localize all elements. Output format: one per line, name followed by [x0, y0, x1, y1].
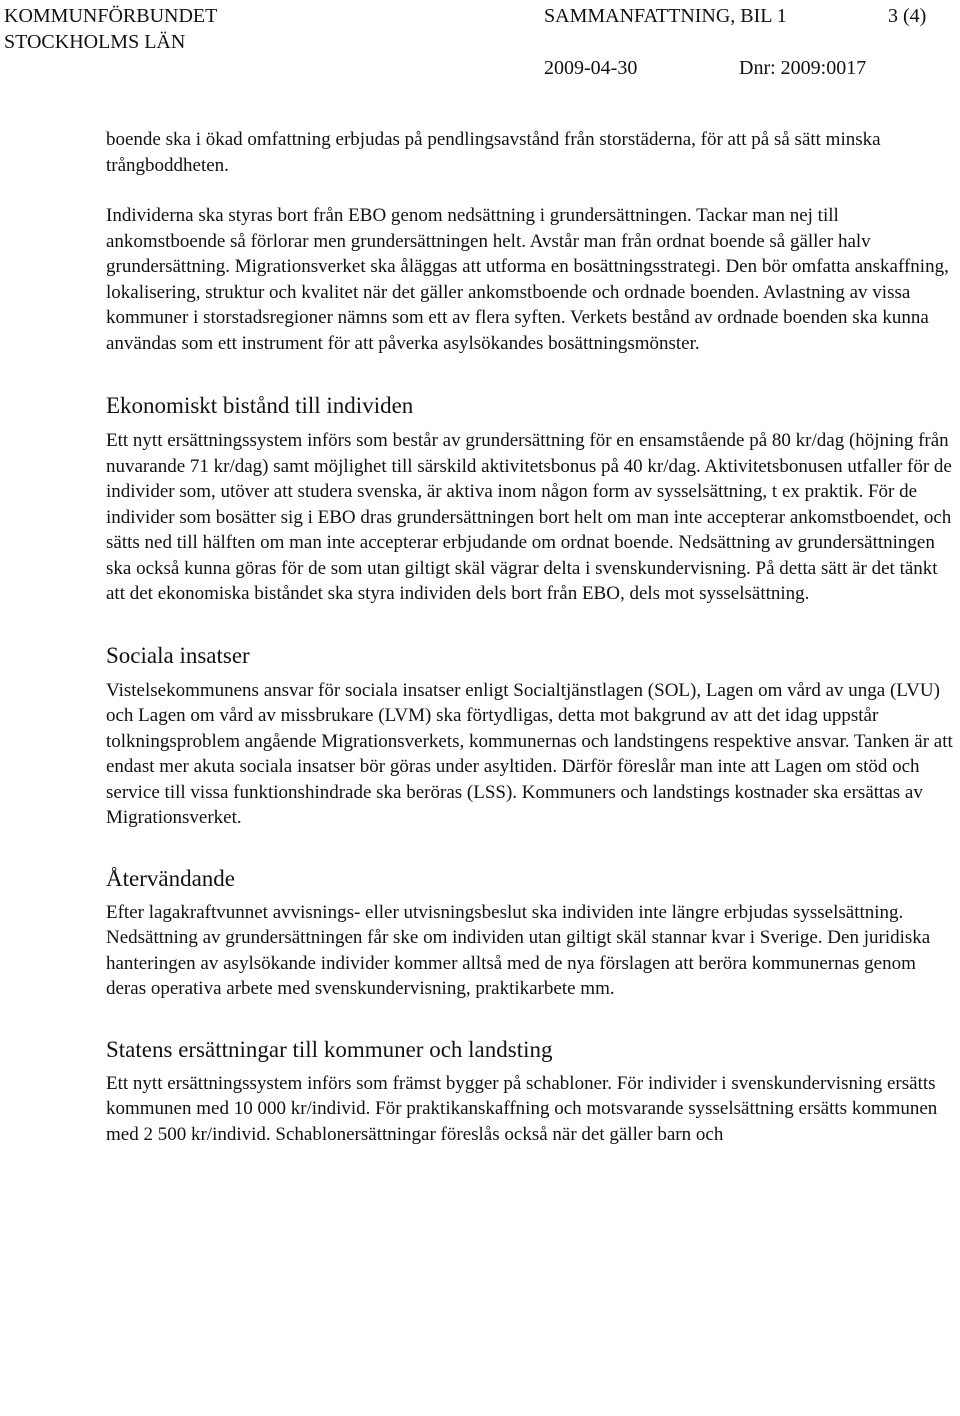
- section-text: Ett nytt ersättningssystem införs som består av grundersättning för en ensamstående på 80 kr/dag (höjning från nuvarande 71 kr/dag) samt möjlighet till särskild aktivitetsbonus på 40 kr/dag. Aktivitetsbonusen utfaller för de individer som, utöver att studera svenska, är aktiva inom någon form av sysselsättning, t ex praktik. För de individer som bosätter sig i EBO dras grundersättningen bort helt om man inte accepterar ankomstboendet, och sätts ned till hälften om man inte accepterar erbjudande om ordnat boende. Nedsättning av grundersättningen ska också kunna göras för de som utan giltigt skäl vägrar delta i svenskundervisning. På detta sätt är det tänkt att det ekonomiska biståndet ska styra individen dels bort från EBO, dels mot sysselsättning.: [106, 430, 952, 604]
- organization-name-line1: KOMMUNFÖRBUNDET: [4, 5, 218, 27]
- section-return: [106, 865, 954, 1002]
- section-text: Efter lagakraftvunnet avvisnings- eller utvisningsbeslut ska individen inte längre erbjudas sysselsättning. Nedsättning av grundersättningen får ske om individen utan giltigt skäl stannar kvar i Sverige. Den juridiska hanteringen av asylsökande individer kommer alltså med de nya förslagen att beröra kommunernas genom deras operativa arbete med svenskundervisning, praktikarbete mm.: [106, 901, 931, 999]
- ebo-paragraph: Individerna ska styras bort från EBO genom nedsättning i grundersättningen. Tackar man nej till ankomstboende så förlorar men grundersättningen helt. Avstår man från ordnat boende så gäller halv grundersättning. Migrationsverket ska åläggas att utforma en bosättningsstrategi. Den bör omfatta anskaffning, lokalisering, struktur och kvalitet när det gäller ankomstboende och ordnade boenden. Avlastning av vissa kommuner i storstadsregioner nämns som ett av flera syften. Verkets bestånd av ordnade boenden ska kunna användas som ett instrument för att påverka asylsökandes bosättningsmönster.: [106, 205, 949, 354]
- section-economic-aid: [106, 392, 954, 607]
- document-body: [106, 127, 954, 1147]
- intro-paragraph: boende ska i ökad omfattning erbjudas på pendlingsavstånd från storstäderna, för att på så sätt minska trångboddheten.: [106, 129, 881, 176]
- section-heading: Statens ersättningar till kommuner och landsting: [106, 1036, 553, 1062]
- section-text: Ett nytt ersättningssystem införs som främst bygger på schabloner. För individer i svenskundervisning ersätts kommunen med 10 000 kr/individ. För praktikanskaffning och motsvarande sysselsättning ersätts kommunen med 2 500 kr/individ. Schablonersättningar föreslås också när det gäller barn och: [106, 1072, 938, 1145]
- page-number: 3 (4): [888, 5, 927, 27]
- paragraph-gap: [106, 178, 954, 203]
- section-heading: Sociala insatser: [106, 642, 250, 668]
- document-type: SAMMANFATTNING, BIL 1: [544, 5, 787, 27]
- section-heading: Ekonomiskt bistånd till individen: [106, 393, 414, 418]
- organization-name-line2: STOCKHOLMS LÄN: [4, 31, 186, 53]
- document-reference-number: Dnr: 2009:0017: [739, 57, 867, 79]
- section-heading: Återvändande: [106, 865, 235, 891]
- document-date: 2009-04-30: [544, 57, 638, 79]
- section-social-measures: [106, 642, 954, 831]
- section-text: Vistelsekommunens ansvar för sociala insatser enligt Socialtjänstlagen (SOL), Lagen om vård av unga (LVU) och Lagen om vård av missbrukare (LVM) ska förtydligas, detta mot bakgrund av att det idag uppstår tolkningsproblem angående Migrationsverkets, kommunernas och landstingens respektive ansvar. Tanken är att endast mer akuta sociala insatser bör göras under asyltiden. Därför föreslår man inte att Lagen om stöd och service till vissa funktionshindrade ska beröras (LSS). Kommuners och landstings kostnader ska ersättas av Migrationsverket.: [106, 679, 953, 828]
- section-state-compensation: [106, 1036, 954, 1148]
